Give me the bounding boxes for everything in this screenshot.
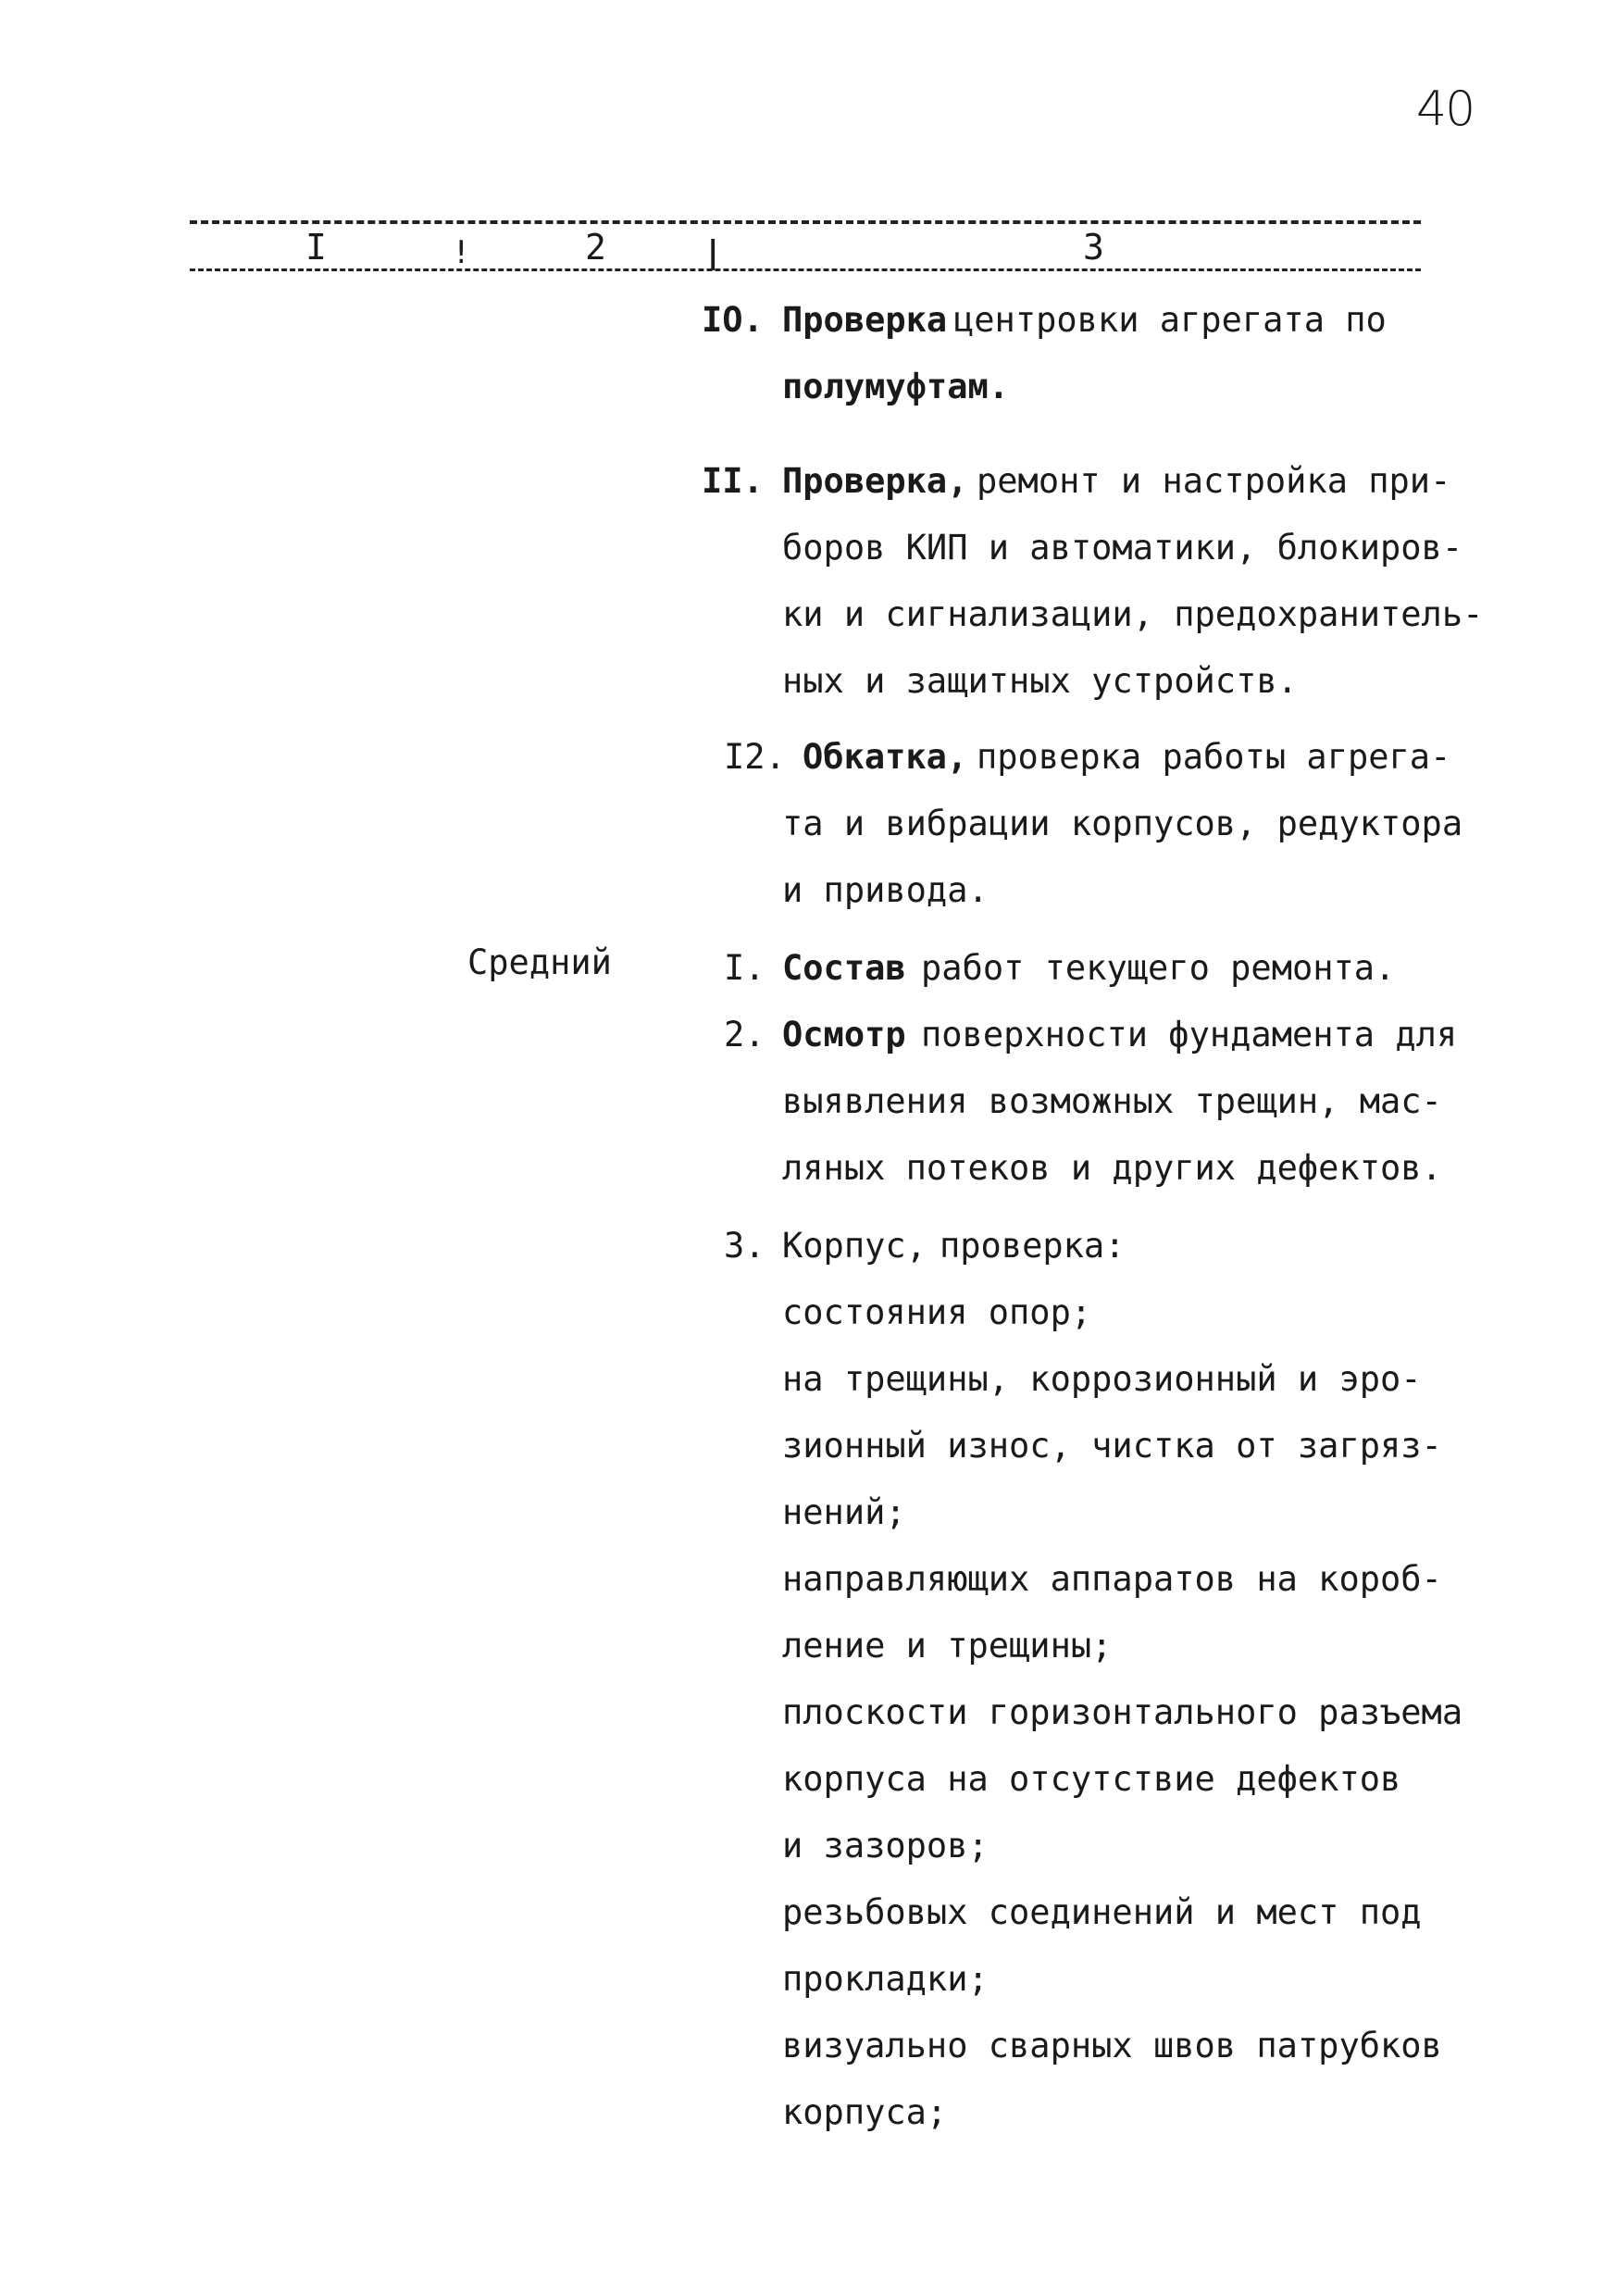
item-number: I. xyxy=(724,948,765,988)
item-number: II. xyxy=(702,461,764,501)
column-number-1: I xyxy=(305,227,327,268)
column-separator: ! xyxy=(452,234,471,271)
page-number: 40 xyxy=(1416,81,1475,137)
item-lead: Обкатка, xyxy=(803,737,968,777)
item-text: плоскости горизонтального разъема xyxy=(782,1692,1463,1732)
item-text: и привода. xyxy=(782,870,989,910)
item-text: состояния опор; xyxy=(782,1292,1092,1332)
item-text: нений; xyxy=(782,1492,906,1532)
item-text: полумуфтам. xyxy=(782,367,1010,406)
item-text: корпуса; xyxy=(782,2092,948,2132)
item-number: IO. xyxy=(702,300,764,340)
column-number-2: 2 xyxy=(585,227,606,268)
item-text: поверхности фундамента для xyxy=(921,1015,1458,1054)
header-top-rule xyxy=(190,220,1421,224)
item-text: центровки агрегата по xyxy=(953,300,1387,340)
item-text: работ текущего ремонта. xyxy=(921,948,1396,988)
item-lead: Осмотр xyxy=(782,1015,906,1054)
item-number: I2. xyxy=(724,737,786,777)
item-text: корпуса на отсутствие дефектов xyxy=(782,1759,1401,1799)
item-text: выявления возможных трещин, мас- xyxy=(782,1081,1442,1121)
item-text: резьбовых соединений и мест под xyxy=(782,1892,1422,1932)
item-text: ных и защитных устройств. xyxy=(782,661,1298,701)
item-lead: Проверка xyxy=(782,300,948,340)
item-text: та и вибрации корпусов, редуктора xyxy=(782,804,1463,843)
item-text: проверка: xyxy=(940,1226,1126,1266)
item-text: прокладки; xyxy=(782,1959,989,1999)
item-text: направляющих аппаратов на короб- xyxy=(782,1559,1442,1599)
item-text: визуально сварных швов патрубков xyxy=(782,2026,1442,2065)
repair-level-label: Средний xyxy=(467,942,612,982)
item-number: 3. xyxy=(724,1226,765,1266)
item-text: ки и сигнализации, предохранитель- xyxy=(782,594,1484,634)
item-text: ремонт и настройка при- xyxy=(977,461,1451,501)
item-number: 2. xyxy=(724,1015,765,1054)
item-lead: Корпус, xyxy=(782,1226,927,1266)
item-lead: Проверка, xyxy=(782,461,968,501)
item-text: ление и трещины; xyxy=(782,1626,1113,1666)
item-text: на трещины, коррозионный и эро- xyxy=(782,1359,1422,1399)
column-number-3: 3 xyxy=(1083,227,1104,268)
item-text: проверка работы агрега- xyxy=(977,737,1451,777)
item-text: ляных потеков и других дефектов. xyxy=(782,1148,1442,1188)
item-text: и зазоров; xyxy=(782,1826,989,1866)
header-bottom-rule xyxy=(190,268,1421,271)
item-text: боров КИП и автоматики, блокиров- xyxy=(782,528,1463,568)
item-lead: Состав xyxy=(782,948,906,988)
item-text: зионный износ, чистка от загряз- xyxy=(782,1426,1442,1466)
column-separator: | xyxy=(703,234,723,271)
